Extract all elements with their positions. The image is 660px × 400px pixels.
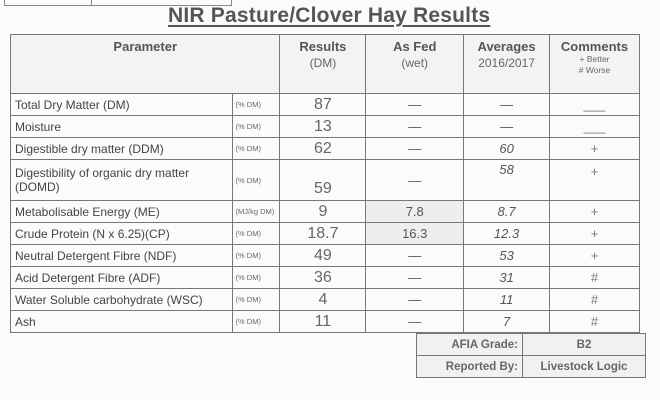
result-cell: 59 <box>280 160 366 201</box>
as-fed-cell: — <box>366 160 464 201</box>
parameter-cell: Moisture <box>11 116 233 138</box>
unit-cell: (% DM) <box>232 116 280 138</box>
comment-cell: + <box>550 201 640 223</box>
legend-worse: # Worse <box>578 65 611 75</box>
average-cell: 12.3 <box>464 223 550 245</box>
average-cell: — <box>464 116 550 138</box>
parameter-cell: Digestible dry matter (DDM) <box>11 138 233 160</box>
comment-cell: + <box>550 223 640 245</box>
table-row <box>11 311 640 333</box>
table-row <box>11 289 640 311</box>
unit-cell: (% DM) <box>232 138 280 160</box>
unit-cell: (% DM) <box>232 267 280 289</box>
table-row <box>11 223 640 245</box>
as-fed-cell: — <box>366 138 464 160</box>
header-parameter-label: Parameter <box>113 39 178 54</box>
report-footer <box>416 333 646 378</box>
comment-cell: ___ <box>550 116 640 138</box>
table-row <box>11 138 640 160</box>
comment-cell: ___ <box>550 94 640 116</box>
table-row <box>11 116 640 138</box>
results-table <box>10 34 640 333</box>
parameter-cell: Total Dry Matter (DM) <box>11 94 233 116</box>
as-fed-cell: 7.8 <box>366 201 464 223</box>
result-cell: 87 <box>280 94 366 116</box>
header-parameter <box>11 35 280 94</box>
header-results-label: Results <box>299 39 347 54</box>
table-row <box>11 267 640 289</box>
grade-label: AFIA Grade: <box>417 334 523 356</box>
comment-cell: # <box>550 311 640 333</box>
average-cell: 31 <box>464 267 550 289</box>
result-cell: 11 <box>280 311 366 333</box>
comment-cell: + <box>550 245 640 267</box>
as-fed-cell: 16.3 <box>366 223 464 245</box>
header-as-fed-sub: (wet) <box>401 56 429 70</box>
header-results <box>280 35 366 94</box>
legend-better: + Better <box>579 54 610 64</box>
header-averages <box>464 35 550 94</box>
parameter-cell: Metabolisable Energy (ME) <box>11 201 233 223</box>
as-fed-cell: — <box>366 311 464 333</box>
as-fed-cell: — <box>366 94 464 116</box>
unit-cell: (% DM) <box>232 245 280 267</box>
unit-cell: (% DM) <box>232 223 280 245</box>
parameter-cell: Digestibility of organic dry matter (DOMD) <box>11 160 233 201</box>
table-row <box>11 160 640 201</box>
result-cell: 62 <box>280 138 366 160</box>
report-title: NIR Pasture/Clover Hay Results <box>168 4 491 27</box>
unit-cell: (% DM) <box>232 160 280 201</box>
header-results-sub: (DM) <box>309 56 337 70</box>
average-cell: 58 <box>464 160 550 201</box>
header-averages-label: Averages <box>477 39 536 54</box>
reported-label: Reported By: <box>417 356 523 378</box>
unit-cell: (% DM) <box>232 94 280 116</box>
unit-cell: (% DM) <box>232 311 280 333</box>
reported-row <box>417 356 646 378</box>
average-cell: 60 <box>464 138 550 160</box>
result-cell: 18.7 <box>280 223 366 245</box>
comment-cell: # <box>550 267 640 289</box>
parameter-cell: Ash <box>11 311 233 333</box>
average-cell: — <box>464 94 550 116</box>
average-cell: 11 <box>464 289 550 311</box>
as-fed-cell: — <box>366 116 464 138</box>
comment-cell: + <box>550 160 640 201</box>
parameter-cell: Neutral Detergent Fibre (NDF) <box>11 245 233 267</box>
table-row <box>11 201 640 223</box>
unit-cell: (% DM) <box>232 289 280 311</box>
result-cell: 13 <box>280 116 366 138</box>
average-cell: 53 <box>464 245 550 267</box>
grade-value: B2 <box>523 334 646 356</box>
parameter-cell: Acid Detergent Fibre (ADF) <box>11 267 233 289</box>
reported-value: Livestock Logic <box>523 356 646 378</box>
result-cell: 36 <box>280 267 366 289</box>
as-fed-cell: — <box>366 245 464 267</box>
grade-row <box>417 334 646 356</box>
as-fed-cell: — <box>366 267 464 289</box>
average-cell: 8.7 <box>464 201 550 223</box>
table-row <box>11 245 640 267</box>
as-fed-cell: — <box>366 289 464 311</box>
result-cell: 4 <box>280 289 366 311</box>
header-as-fed <box>366 35 464 94</box>
header-averages-sub: 2016/2017 <box>478 56 535 70</box>
comment-cell: + <box>550 138 640 160</box>
unit-cell: (MJ/kg DM) <box>232 201 280 223</box>
header-comments-label: Comments <box>560 39 629 54</box>
result-cell: 9 <box>280 201 366 223</box>
average-cell: 7 <box>464 311 550 333</box>
header-comments <box>550 35 640 94</box>
header-row <box>11 35 640 94</box>
parameter-cell: Water Soluble carbohydrate (WSC) <box>11 289 233 311</box>
parameter-cell: Crude Protein (N x 6.25)(CP) <box>11 223 233 245</box>
result-cell: 49 <box>280 245 366 267</box>
comment-cell: # <box>550 289 640 311</box>
header-as-fed-label: As Fed <box>393 39 437 54</box>
table-row <box>11 94 640 116</box>
